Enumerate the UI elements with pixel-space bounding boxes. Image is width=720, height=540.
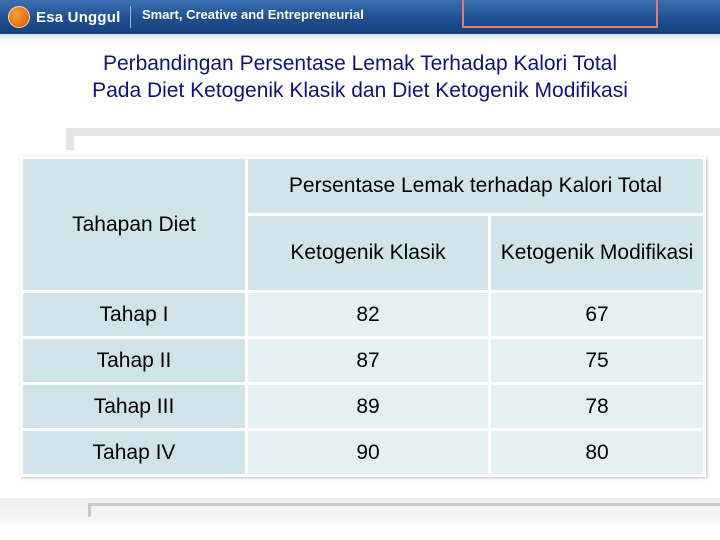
table-row [23,431,703,474]
table-row [23,293,703,336]
header-decoration-box [462,0,658,28]
header-shadow-strip [0,34,720,42]
cell-stage: Tahap II [23,339,245,382]
cell-stage: Tahap I [23,293,245,336]
title-line-2: Pada Diet Ketogenik Klasik dan Diet Ketogenik Modifikasi [92,79,628,102]
logo [8,4,121,30]
header-divider [130,6,131,28]
decorative-frame-top [66,128,720,150]
header-group: Persentase Lemak terhadap Kalori Total [248,159,703,213]
cell-modifikasi: 78 [491,385,703,428]
cell-klasik: 89 [248,385,488,428]
cell-klasik: 87 [248,339,488,382]
table-row [23,385,703,428]
cell-stage: Tahap III [23,385,245,428]
decorative-frame-bottom-line [88,503,720,517]
header-banner [0,0,720,34]
title-line-1: Perbandingan Persentase Lemak Terhadap Kalori Total [102,52,618,75]
cell-klasik: 90 [248,431,488,474]
comparison-table [20,156,706,477]
table-row [23,339,703,382]
logo-text: Esa Unggul [36,8,121,26]
cell-stage: Tahap IV [23,431,245,474]
cell-klasik: 82 [248,293,488,336]
cell-modifikasi: 67 [491,293,703,336]
header-modifikasi: Ketogenik Modifikasi [491,216,703,290]
tagline: Smart, Creative and Entrepreneurial [142,7,364,22]
cell-modifikasi: 75 [491,339,703,382]
slide-title [0,50,720,104]
header-stage: Tahapan Diet [23,159,245,290]
header-klasik: Ketogenik Klasik [248,216,488,290]
logo-icon [8,6,30,28]
cell-modifikasi: 80 [491,431,703,474]
